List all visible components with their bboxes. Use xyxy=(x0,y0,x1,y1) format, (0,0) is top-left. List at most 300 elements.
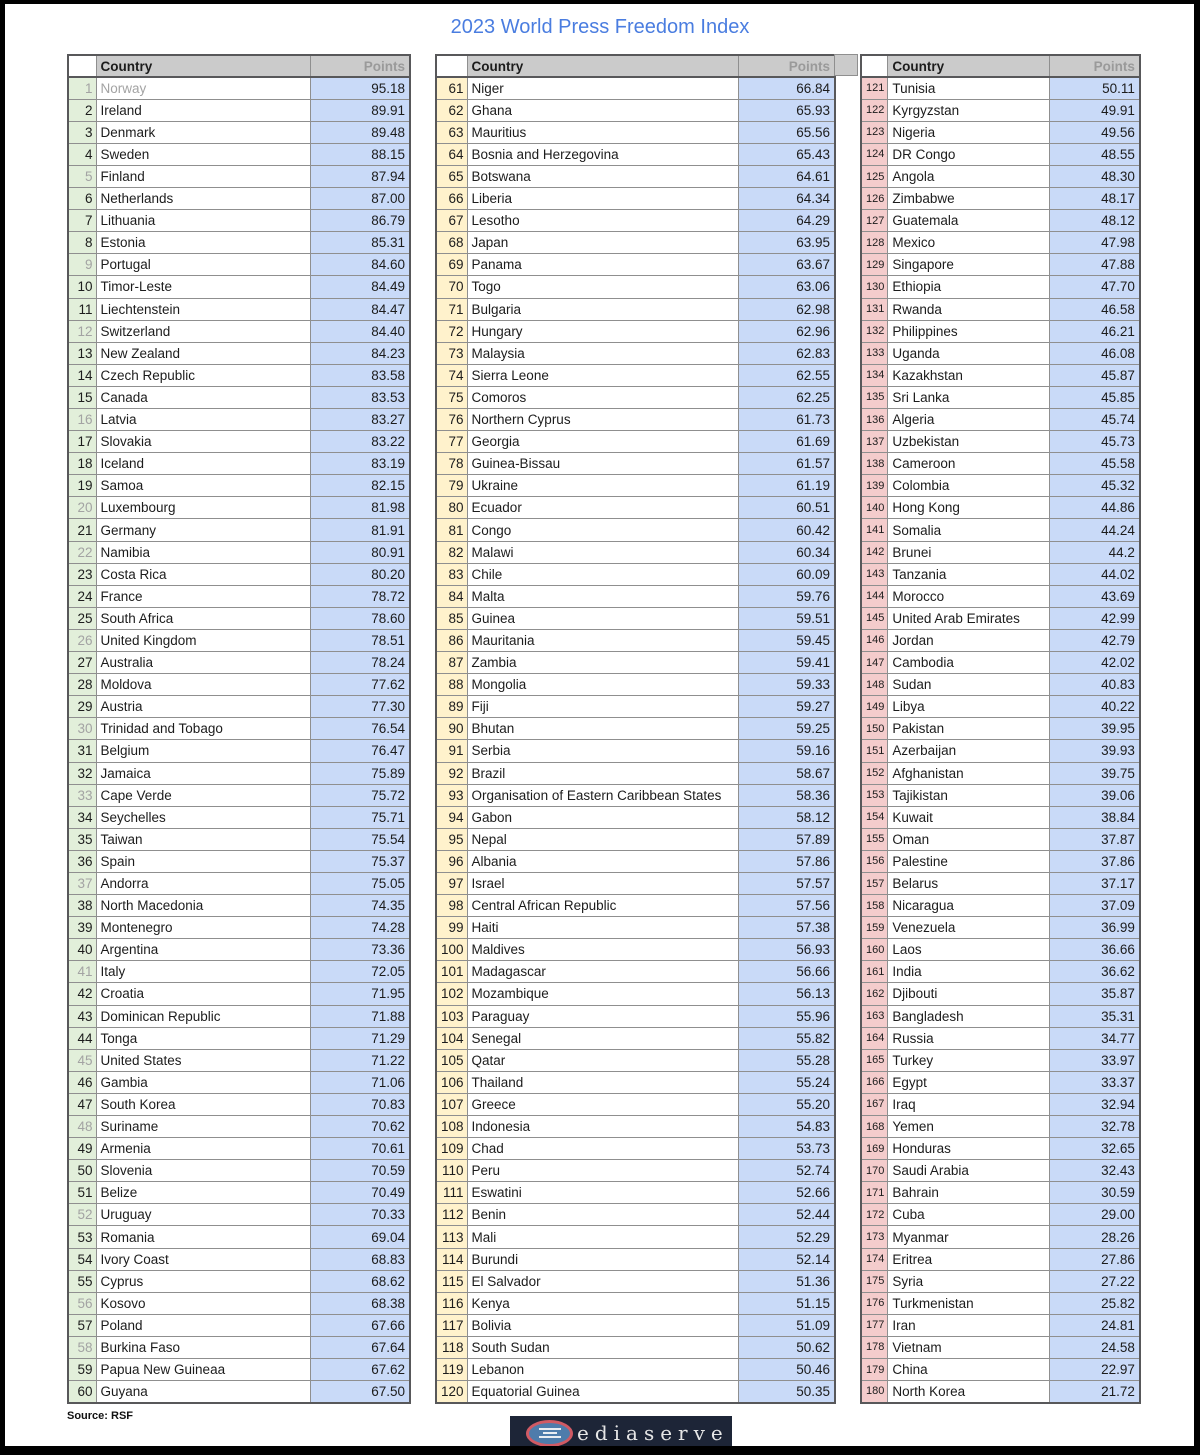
rank-cell: 6 xyxy=(68,188,96,210)
table-row xyxy=(861,254,1140,276)
rank-cell: 24 xyxy=(68,585,96,607)
rank-cell: 174 xyxy=(861,1248,888,1270)
logo-bar-icon xyxy=(539,1428,561,1430)
table-row xyxy=(861,453,1140,475)
country-cell: Slovenia xyxy=(96,1160,310,1182)
table-row xyxy=(68,320,410,342)
points-cell: 27.86 xyxy=(1050,1248,1140,1270)
points-cell: 84.60 xyxy=(310,254,410,276)
country-cell: North Macedonia xyxy=(96,895,310,917)
table-row xyxy=(68,210,410,232)
rank-cell: 175 xyxy=(861,1270,888,1292)
points-cell: 56.13 xyxy=(738,983,835,1005)
table-row xyxy=(861,784,1140,806)
rank-cell: 170 xyxy=(861,1160,888,1182)
points-cell: 58.36 xyxy=(738,784,835,806)
table-row xyxy=(68,254,410,276)
country-cell: Australia xyxy=(96,652,310,674)
points-cell: 71.95 xyxy=(310,983,410,1005)
rank-cell: 133 xyxy=(861,342,888,364)
points-cell: 55.82 xyxy=(738,1027,835,1049)
country-cell: Andorra xyxy=(96,872,310,894)
country-cell: Belarus xyxy=(888,872,1050,894)
points-cell: 24.81 xyxy=(1050,1314,1140,1336)
table-row xyxy=(68,1005,410,1027)
points-cell: 27.22 xyxy=(1050,1270,1140,1292)
table-row xyxy=(861,1049,1140,1071)
points-cell: 45.73 xyxy=(1050,431,1140,453)
rank-cell: 100 xyxy=(436,939,467,961)
table-row xyxy=(861,1314,1140,1336)
points-header: Points xyxy=(1050,55,1140,77)
country-cell: Lesotho xyxy=(467,210,738,232)
rank-cell: 37 xyxy=(68,872,96,894)
country-cell: Costa Rica xyxy=(96,563,310,585)
points-cell: 68.38 xyxy=(310,1292,410,1314)
table-row xyxy=(861,1071,1140,1093)
table-row xyxy=(68,1093,410,1115)
table-row xyxy=(68,674,410,696)
country-cell: Iraq xyxy=(888,1093,1050,1115)
points-cell: 83.53 xyxy=(310,386,410,408)
rank-cell: 155 xyxy=(861,828,888,850)
country-cell: DR Congo xyxy=(888,143,1050,165)
points-cell: 52.29 xyxy=(738,1226,835,1248)
press-freedom-table-ranks-121-180 xyxy=(860,54,1141,1404)
country-cell: Laos xyxy=(888,939,1050,961)
points-cell: 48.55 xyxy=(1050,143,1140,165)
country-cell: Bhutan xyxy=(467,718,738,740)
country-cell: Estonia xyxy=(96,232,310,254)
country-cell: Ecuador xyxy=(467,497,738,519)
rank-cell: 138 xyxy=(861,453,888,475)
table-row xyxy=(861,1204,1140,1226)
country-cell: Ivory Coast xyxy=(96,1248,310,1270)
points-cell: 65.43 xyxy=(738,143,835,165)
table-row xyxy=(861,121,1140,143)
points-cell: 46.58 xyxy=(1050,298,1140,320)
table-row xyxy=(68,1359,410,1381)
rank-cell: 29 xyxy=(68,696,96,718)
points-cell: 82.15 xyxy=(310,475,410,497)
points-cell: 71.06 xyxy=(310,1071,410,1093)
table-row xyxy=(861,1270,1140,1292)
table-row xyxy=(68,298,410,320)
country-cell: Indonesia xyxy=(467,1116,738,1138)
country-cell: Lebanon xyxy=(467,1359,738,1381)
rank-cell: 78 xyxy=(436,453,467,475)
rank-cell: 136 xyxy=(861,409,888,431)
logo-bar-icon xyxy=(543,1432,557,1434)
table-row xyxy=(68,1204,410,1226)
table-row xyxy=(861,431,1140,453)
country-cell: Central African Republic xyxy=(467,895,738,917)
country-cell: Paraguay xyxy=(467,1005,738,1027)
table-row xyxy=(68,806,410,828)
rank-cell: 167 xyxy=(861,1093,888,1115)
rank-cell: 163 xyxy=(861,1005,888,1027)
rank-cell: 88 xyxy=(436,674,467,696)
points-cell: 59.25 xyxy=(738,718,835,740)
points-cell: 37.09 xyxy=(1050,895,1140,917)
table-row xyxy=(861,188,1140,210)
table-row xyxy=(861,652,1140,674)
points-cell: 74.28 xyxy=(310,917,410,939)
rank-header-cell xyxy=(861,55,888,77)
table-row xyxy=(436,983,835,1005)
table-row xyxy=(436,895,835,917)
points-cell: 84.49 xyxy=(310,276,410,298)
points-cell: 40.22 xyxy=(1050,696,1140,718)
points-cell: 21.72 xyxy=(1050,1381,1140,1403)
country-cell: Argentina xyxy=(96,939,310,961)
country-cell: South Sudan xyxy=(467,1336,738,1358)
rank-cell: 101 xyxy=(436,961,467,983)
points-cell: 44.02 xyxy=(1050,563,1140,585)
country-cell: Cyprus xyxy=(96,1270,310,1292)
country-cell: Bolivia xyxy=(467,1314,738,1336)
table-row xyxy=(68,99,410,121)
table-row xyxy=(861,99,1140,121)
table-row xyxy=(436,431,835,453)
country-cell: Papua New Guineaa xyxy=(96,1359,310,1381)
table-row xyxy=(68,364,410,386)
country-cell: Fiji xyxy=(467,696,738,718)
country-cell: Spain xyxy=(96,850,310,872)
rank-cell: 58 xyxy=(68,1336,96,1358)
table-row xyxy=(861,563,1140,585)
country-cell: Taiwan xyxy=(96,828,310,850)
country-cell: Armenia xyxy=(96,1138,310,1160)
country-cell: Malawi xyxy=(467,541,738,563)
rank-cell: 69 xyxy=(436,254,467,276)
points-cell: 59.51 xyxy=(738,607,835,629)
points-header: Points xyxy=(310,55,410,77)
points-cell: 51.36 xyxy=(738,1270,835,1292)
table-row xyxy=(68,961,410,983)
points-cell: 63.67 xyxy=(738,254,835,276)
table-row xyxy=(436,254,835,276)
rank-cell: 3 xyxy=(68,121,96,143)
rank-cell: 107 xyxy=(436,1093,467,1115)
rank-cell: 150 xyxy=(861,718,888,740)
country-cell: Burundi xyxy=(467,1248,738,1270)
country-cell: Gambia xyxy=(96,1071,310,1093)
country-cell: Samoa xyxy=(96,475,310,497)
country-cell: Kuwait xyxy=(888,806,1050,828)
rank-cell: 53 xyxy=(68,1226,96,1248)
table-row xyxy=(436,674,835,696)
points-cell: 61.69 xyxy=(738,431,835,453)
table-row xyxy=(68,431,410,453)
press-freedom-table-ranks-61-120 xyxy=(435,54,836,1404)
rank-cell: 178 xyxy=(861,1336,888,1358)
table-row xyxy=(436,475,835,497)
rank-cell: 105 xyxy=(436,1049,467,1071)
country-cell: Cameroon xyxy=(888,453,1050,475)
country-cell: Honduras xyxy=(888,1138,1050,1160)
points-cell: 64.34 xyxy=(738,188,835,210)
rank-header-cell xyxy=(436,55,467,77)
country-cell: Egypt xyxy=(888,1071,1050,1093)
country-cell: Nigeria xyxy=(888,121,1050,143)
points-cell: 50.35 xyxy=(738,1381,835,1403)
rank-cell: 66 xyxy=(436,188,467,210)
rank-cell: 71 xyxy=(436,298,467,320)
country-cell: Denmark xyxy=(96,121,310,143)
rank-cell: 91 xyxy=(436,740,467,762)
rank-cell: 77 xyxy=(436,431,467,453)
table-row xyxy=(68,895,410,917)
country-cell: Somalia xyxy=(888,519,1050,541)
country-cell: Saudi Arabia xyxy=(888,1160,1050,1182)
table-row xyxy=(436,232,835,254)
rank-cell: 142 xyxy=(861,541,888,563)
country-cell: Libya xyxy=(888,696,1050,718)
rank-cell: 14 xyxy=(68,364,96,386)
country-cell: Peru xyxy=(467,1160,738,1182)
rank-cell: 112 xyxy=(436,1204,467,1226)
table-row xyxy=(436,762,835,784)
rank-cell: 126 xyxy=(861,188,888,210)
table-row xyxy=(68,1336,410,1358)
rank-cell: 172 xyxy=(861,1204,888,1226)
points-cell: 37.87 xyxy=(1050,828,1140,850)
table-row xyxy=(68,828,410,850)
table-row xyxy=(68,1182,410,1204)
country-cell: Ghana xyxy=(467,99,738,121)
table-row xyxy=(436,1093,835,1115)
points-cell: 57.86 xyxy=(738,850,835,872)
table-row xyxy=(68,276,410,298)
rank-cell: 26 xyxy=(68,629,96,651)
table-row xyxy=(436,1381,835,1403)
country-cell: Czech Republic xyxy=(96,364,310,386)
country-cell: Japan xyxy=(467,232,738,254)
table-row xyxy=(436,1336,835,1358)
rank-cell: 57 xyxy=(68,1314,96,1336)
rank-cell: 16 xyxy=(68,409,96,431)
table-row xyxy=(861,342,1140,364)
rank-cell: 125 xyxy=(861,165,888,187)
rank-cell: 34 xyxy=(68,806,96,828)
rank-cell: 164 xyxy=(861,1027,888,1049)
points-cell: 86.79 xyxy=(310,210,410,232)
table-row xyxy=(861,585,1140,607)
rank-cell: 180 xyxy=(861,1381,888,1403)
points-cell: 46.08 xyxy=(1050,342,1140,364)
rank-cell: 63 xyxy=(436,121,467,143)
points-cell: 71.88 xyxy=(310,1005,410,1027)
rank-cell: 114 xyxy=(436,1248,467,1270)
points-cell: 59.45 xyxy=(738,629,835,651)
country-cell: France xyxy=(96,585,310,607)
rank-cell: 116 xyxy=(436,1292,467,1314)
rank-cell: 131 xyxy=(861,298,888,320)
table-row xyxy=(436,563,835,585)
table-row xyxy=(861,475,1140,497)
rank-cell: 122 xyxy=(861,99,888,121)
country-cell: Albania xyxy=(467,850,738,872)
source-note: Source: RSF xyxy=(67,1410,134,1422)
table-row xyxy=(436,1071,835,1093)
country-cell: Organisation of Eastern Caribbean States xyxy=(467,784,738,806)
points-cell: 42.99 xyxy=(1050,607,1140,629)
rank-cell: 147 xyxy=(861,652,888,674)
table-row xyxy=(436,784,835,806)
rank-cell: 176 xyxy=(861,1292,888,1314)
rank-cell: 75 xyxy=(436,386,467,408)
rank-cell: 121 xyxy=(861,77,888,99)
country-cell: Mozambique xyxy=(467,983,738,1005)
table-row xyxy=(861,718,1140,740)
points-cell: 70.83 xyxy=(310,1093,410,1115)
table-row xyxy=(861,983,1140,1005)
table-row xyxy=(861,740,1140,762)
rank-cell: 159 xyxy=(861,917,888,939)
country-cell: Cambodia xyxy=(888,652,1050,674)
points-cell: 44.2 xyxy=(1050,541,1140,563)
table-row xyxy=(68,475,410,497)
rank-cell: 43 xyxy=(68,1005,96,1027)
table-row xyxy=(68,1226,410,1248)
country-cell: Iran xyxy=(888,1314,1050,1336)
rank-cell: 130 xyxy=(861,276,888,298)
table-row xyxy=(861,1116,1140,1138)
country-cell: Finland xyxy=(96,165,310,187)
table-row xyxy=(68,1381,410,1403)
table-row xyxy=(436,1049,835,1071)
points-cell: 57.89 xyxy=(738,828,835,850)
page-title: 2023 World Press Freedom Index xyxy=(450,16,750,38)
rank-cell: 153 xyxy=(861,784,888,806)
table-row xyxy=(436,1314,835,1336)
country-cell: Afghanistan xyxy=(888,762,1050,784)
points-cell: 95.18 xyxy=(310,77,410,99)
points-cell: 62.98 xyxy=(738,298,835,320)
table-row xyxy=(436,1270,835,1292)
rank-cell: 76 xyxy=(436,409,467,431)
rank-cell: 108 xyxy=(436,1116,467,1138)
points-cell: 59.33 xyxy=(738,674,835,696)
table-row xyxy=(68,1270,410,1292)
rank-cell: 95 xyxy=(436,828,467,850)
table-row xyxy=(861,895,1140,917)
rank-cell: 152 xyxy=(861,762,888,784)
country-cell: North Korea xyxy=(888,1381,1050,1403)
points-cell: 62.25 xyxy=(738,386,835,408)
table-row xyxy=(861,1248,1140,1270)
country-cell: Mauritius xyxy=(467,121,738,143)
points-cell: 32.43 xyxy=(1050,1160,1140,1182)
table-row xyxy=(436,872,835,894)
table-row xyxy=(436,320,835,342)
country-cell: United Kingdom xyxy=(96,629,310,651)
rank-cell: 83 xyxy=(436,563,467,585)
rank-cell: 173 xyxy=(861,1226,888,1248)
country-cell: China xyxy=(888,1359,1050,1381)
rank-cell: 82 xyxy=(436,541,467,563)
country-cell: Norway xyxy=(96,77,310,99)
table-row xyxy=(68,607,410,629)
table-row xyxy=(861,607,1140,629)
table-row xyxy=(861,674,1140,696)
table-row xyxy=(436,519,835,541)
table-row xyxy=(68,939,410,961)
country-cell: Benin xyxy=(467,1204,738,1226)
table-row xyxy=(68,386,410,408)
table-row xyxy=(436,342,835,364)
points-cell: 33.37 xyxy=(1050,1071,1140,1093)
country-cell: Colombia xyxy=(888,475,1050,497)
rank-cell: 158 xyxy=(861,895,888,917)
country-cell: Cuba xyxy=(888,1204,1050,1226)
points-cell: 60.51 xyxy=(738,497,835,519)
points-cell: 67.66 xyxy=(310,1314,410,1336)
points-cell: 83.58 xyxy=(310,364,410,386)
country-cell: Sudan xyxy=(888,674,1050,696)
country-cell: Belize xyxy=(96,1182,310,1204)
country-cell: Serbia xyxy=(467,740,738,762)
points-cell: 53.73 xyxy=(738,1138,835,1160)
country-cell: Ireland xyxy=(96,99,310,121)
points-cell: 75.89 xyxy=(310,762,410,784)
country-cell: Azerbaijan xyxy=(888,740,1050,762)
table-row xyxy=(436,188,835,210)
table-row xyxy=(436,1160,835,1182)
rank-cell: 23 xyxy=(68,563,96,585)
rank-header-cell xyxy=(68,55,96,77)
country-cell: Germany xyxy=(96,519,310,541)
points-cell: 57.57 xyxy=(738,872,835,894)
rank-cell: 144 xyxy=(861,585,888,607)
logo-bar-icon xyxy=(539,1436,561,1438)
points-cell: 52.74 xyxy=(738,1160,835,1182)
points-cell: 57.38 xyxy=(738,917,835,939)
table-row xyxy=(861,1336,1140,1358)
points-cell: 38.84 xyxy=(1050,806,1140,828)
country-cell: Brazil xyxy=(467,762,738,784)
points-cell: 36.62 xyxy=(1050,961,1140,983)
points-cell: 46.21 xyxy=(1050,320,1140,342)
table-row xyxy=(861,232,1140,254)
table-row xyxy=(436,607,835,629)
rank-cell: 15 xyxy=(68,386,96,408)
points-cell: 77.62 xyxy=(310,674,410,696)
country-cell: Myanmar xyxy=(888,1226,1050,1248)
points-cell: 45.58 xyxy=(1050,453,1140,475)
country-cell: Russia xyxy=(888,1027,1050,1049)
points-cell: 63.06 xyxy=(738,276,835,298)
points-cell: 35.31 xyxy=(1050,1005,1140,1027)
points-cell: 48.17 xyxy=(1050,188,1140,210)
header-row xyxy=(68,55,410,77)
rank-cell: 160 xyxy=(861,939,888,961)
table-row xyxy=(436,409,835,431)
table-row xyxy=(861,762,1140,784)
table-row xyxy=(861,497,1140,519)
country-cell: Guinea-Bissau xyxy=(467,453,738,475)
table-row xyxy=(436,1204,835,1226)
rank-cell: 177 xyxy=(861,1314,888,1336)
points-cell: 47.88 xyxy=(1050,254,1140,276)
country-cell: Lithuania xyxy=(96,210,310,232)
country-cell: Sierra Leone xyxy=(467,364,738,386)
country-cell: Canada xyxy=(96,386,310,408)
table-row xyxy=(436,143,835,165)
country-cell: Greece xyxy=(467,1093,738,1115)
points-cell: 70.62 xyxy=(310,1116,410,1138)
